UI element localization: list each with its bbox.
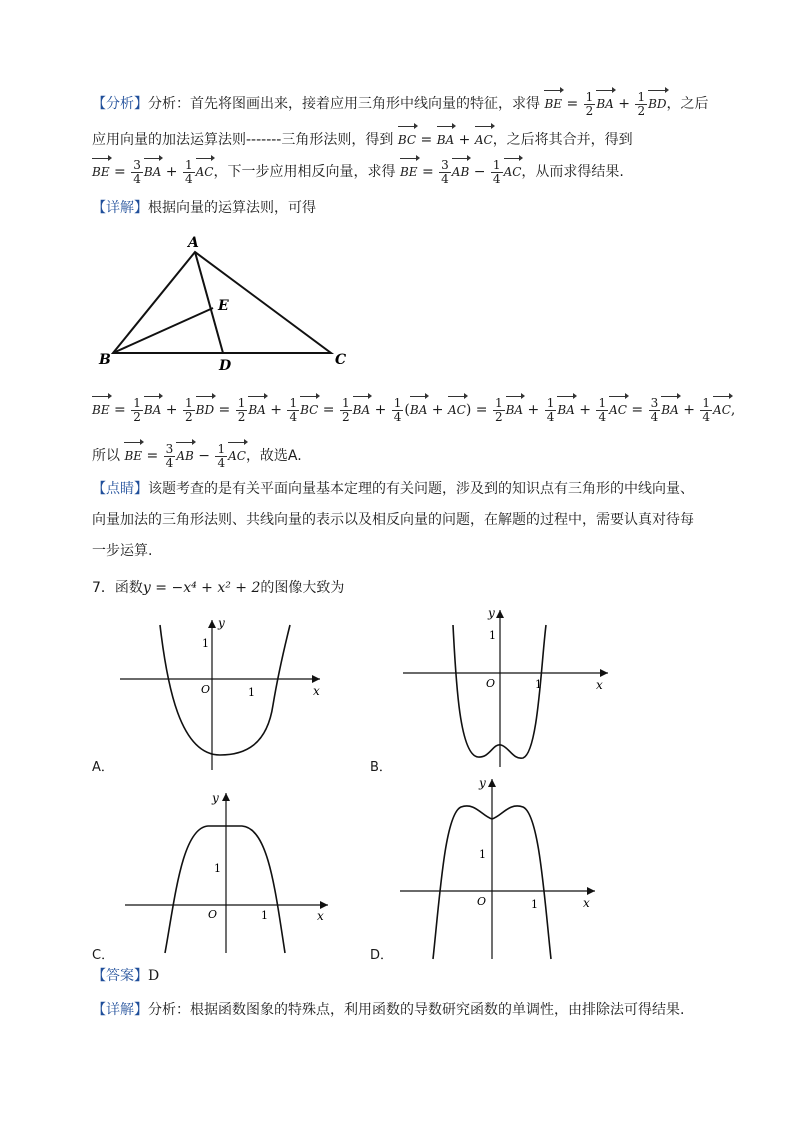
analysis-after1: ，之后 xyxy=(666,96,709,112)
vec-be: BE xyxy=(544,88,562,114)
fraction-denominator: 2 xyxy=(184,409,193,424)
fraction-numerator: 1 xyxy=(546,395,555,410)
comment-line-3: 一步运算. xyxy=(92,543,153,559)
vec-ba: BA xyxy=(557,394,574,420)
fraction-numerator: 3 xyxy=(133,157,141,172)
fraction-numerator: 1 xyxy=(494,395,503,410)
vec-ab: AB xyxy=(452,156,469,182)
fraction-denominator: 4 xyxy=(393,409,402,424)
vec-ba: BA xyxy=(248,394,265,420)
vec-ba: BA xyxy=(353,394,370,420)
axis-x-label: x xyxy=(596,678,603,692)
vec-be: BE xyxy=(92,394,110,420)
label-b: B xyxy=(99,352,111,368)
analysis-line2-text: 应用向量的加法运算法则-------三角形法则，得到 xyxy=(92,132,394,148)
fraction-numerator: 1 xyxy=(702,395,711,410)
axis-y-label: y xyxy=(479,776,486,790)
analysis-tag: 【分析】 xyxy=(92,96,148,112)
axis-y-label: y xyxy=(218,616,225,630)
fraction xyxy=(584,91,596,118)
option-b-label: B． xyxy=(370,760,392,775)
tick-x-1: 1 xyxy=(535,678,542,691)
vec-ba: BA xyxy=(410,394,427,420)
question-suffix: 的图像大致为 xyxy=(260,580,345,596)
question-number: 7． xyxy=(92,580,115,596)
vec-bd: BD xyxy=(648,88,666,114)
graph-c xyxy=(120,788,335,958)
fraction-denominator: 4 xyxy=(598,409,607,424)
fraction-denominator: 2 xyxy=(585,103,594,118)
question-formula: y = −x⁴ + x² + 2 xyxy=(142,580,261,596)
vec-ba: BA xyxy=(144,394,161,420)
answer-value: D xyxy=(148,968,160,984)
fraction xyxy=(164,443,176,470)
vec-ac: AC xyxy=(609,394,627,420)
detail-text: 根据向量的运算法则，可得 xyxy=(148,200,316,216)
fraction-denominator: 2 xyxy=(342,409,350,424)
tick-x-1: 1 xyxy=(531,898,538,911)
vec-be: BE xyxy=(124,440,142,466)
origin-label: O xyxy=(486,677,496,690)
axis-y-label: y xyxy=(488,606,495,620)
tick-y-1: 1 xyxy=(489,629,496,642)
fraction-numerator: 1 xyxy=(598,395,607,410)
fraction xyxy=(215,443,227,470)
vec-ac: AC xyxy=(713,394,731,420)
fraction-numerator: 3 xyxy=(165,441,174,456)
detail2-text: 分析：根据函数图象的特殊点，利用函数的导数研究函数的单调性，由排除法可得结果. xyxy=(148,1002,685,1018)
vec-ba: BA xyxy=(661,394,678,420)
fraction-numerator: 1 xyxy=(393,395,402,410)
label-c: C xyxy=(335,352,347,368)
comment-tag: 【点睛】 xyxy=(92,481,148,497)
comment-line-1 xyxy=(92,479,694,499)
fraction-denominator: 4 xyxy=(133,171,141,186)
fraction xyxy=(700,397,712,424)
detail2-tag: 【详解】 xyxy=(92,1002,148,1018)
fraction-denominator: 2 xyxy=(637,103,646,118)
vec-ba: BA xyxy=(506,394,523,420)
axis-x-label: x xyxy=(317,909,324,923)
fraction-numerator: 1 xyxy=(585,89,594,104)
origin-label: O xyxy=(477,895,487,908)
analysis-line-3: BE = $\frac{3}{4}$ BA + $\frac{1}{4}$ AC，下一步应用相反向量，求得 BE = $\frac{3}{4}$ AB − $\frac{1}{4}$ AC，从而求得结果. xyxy=(92,157,624,186)
fraction xyxy=(649,397,661,424)
vec-bc: BC xyxy=(300,394,318,420)
tick-x-1: 1 xyxy=(248,686,255,699)
origin-label: O xyxy=(201,683,211,696)
vec-bc: BC xyxy=(398,124,416,150)
fraction-denominator: 4 xyxy=(702,409,711,424)
fraction-numerator: 3 xyxy=(441,157,449,172)
fraction-numerator: 1 xyxy=(184,395,193,410)
vec-bd: BD xyxy=(196,394,214,420)
fraction-denominator: 4 xyxy=(217,455,226,470)
axis-y-label: y xyxy=(212,791,219,805)
fraction xyxy=(491,159,503,186)
analysis-line3-mid: ，下一步应用相反向量，求得 xyxy=(213,164,396,180)
fraction-numerator: 1 xyxy=(492,157,501,172)
tick-y-1: 1 xyxy=(479,848,486,861)
fraction-denominator: 4 xyxy=(165,455,174,470)
fraction xyxy=(493,397,505,424)
vec-ba: BA xyxy=(144,156,161,182)
fraction-numerator: 1 xyxy=(184,157,193,172)
vec-be: BE xyxy=(92,156,110,182)
graph-a xyxy=(115,615,330,775)
fraction-denominator: 2 xyxy=(133,409,141,424)
tick-y-1: 1 xyxy=(214,862,221,875)
detail-line xyxy=(92,198,316,218)
fraction xyxy=(439,159,451,186)
option-a-label: A． xyxy=(92,760,114,775)
fraction xyxy=(183,397,195,424)
detail2-line xyxy=(92,1000,684,1020)
graph-b xyxy=(398,605,613,770)
fraction xyxy=(183,159,195,186)
fraction-denominator: 4 xyxy=(441,171,449,186)
answer-line xyxy=(92,966,159,986)
conclusion-prefix: 所以 xyxy=(92,448,120,464)
fraction xyxy=(596,397,608,424)
analysis-line3-end: ，从而求得结果. xyxy=(521,164,624,180)
label-e: E xyxy=(218,298,229,314)
equation-line: BE = $\frac{1}{2}$ BA + $\frac{1}{2}$ BD = $\frac{1}{2}$ BA + $\frac{1}{4}$ BC = $\frac{1}{2}$ BA + $\frac{1}{4}$ (BA + AC) = $\frac{1}{2}$ BA + $\frac{1}{4}$ BA + $\frac{1}{4}$ AC = $\frac{3}{4}$ BA + $\frac{1}{4}$ AC, xyxy=(92,395,736,424)
vec-ba: BA xyxy=(437,124,454,150)
analysis-line2-end: ，之后将其合并，得到 xyxy=(492,132,633,148)
vec-ac: AC xyxy=(196,156,214,182)
option-c-label: C． xyxy=(92,948,115,963)
fraction xyxy=(131,159,143,186)
vec-ab: AB xyxy=(176,440,193,466)
analysis-intro: 分析：首先将图画出来，接着应用三角形中线向量的特征，求得 xyxy=(148,96,540,112)
fraction-numerator: 1 xyxy=(237,395,246,410)
fraction-denominator: 2 xyxy=(237,409,246,424)
origin-label: O xyxy=(208,908,218,921)
fraction xyxy=(236,397,248,424)
fraction-numerator: 1 xyxy=(637,89,646,104)
triangle-diagram xyxy=(95,232,355,377)
fraction-numerator: 1 xyxy=(133,395,141,410)
fraction-denominator: 4 xyxy=(289,409,298,424)
vec-ac: AC xyxy=(504,156,522,182)
tick-y-1: 1 xyxy=(202,637,209,650)
vec-ba: BA xyxy=(596,88,613,114)
axis-x-label: x xyxy=(583,896,590,910)
comment-line-2: 向量加法的三角形法则、共线向量的表示以及相反向量的问题，在解题的过程中，需要认真对待每 xyxy=(92,512,694,528)
question-7 xyxy=(92,578,344,598)
question-prefix: 函数 xyxy=(114,580,143,596)
fraction-denominator: 2 xyxy=(494,409,503,424)
option-d-label: D． xyxy=(370,948,394,963)
axis-x-label: x xyxy=(313,684,320,698)
vec-ac: AC xyxy=(448,394,466,420)
fraction xyxy=(340,397,352,424)
label-d: D xyxy=(219,358,232,374)
fraction-denominator: 4 xyxy=(184,171,193,186)
fraction-denominator: 4 xyxy=(650,409,659,424)
label-a: A xyxy=(188,235,199,251)
fraction-numerator: 1 xyxy=(289,395,298,410)
vec-ac: AC xyxy=(475,124,493,150)
conclusion-suffix: ，故选A. xyxy=(245,448,302,464)
fraction-denominator: 4 xyxy=(492,171,501,186)
fraction-numerator: 1 xyxy=(217,441,226,456)
analysis-line-2: 应用向量的加法运算法则-------三角形法则，得到 BC = BA + AC，之后将其合并，得到 xyxy=(92,124,633,150)
fraction-denominator: 4 xyxy=(546,409,555,424)
detail-tag: 【详解】 xyxy=(92,200,148,216)
comment-line1-text: 该题考查的是有关平面向量基本定理的有关问题，涉及到的知识点有三角形的中线向量、 xyxy=(148,481,694,497)
answer-tag: 【答案】 xyxy=(92,968,148,984)
fraction xyxy=(131,397,143,424)
fraction xyxy=(635,91,647,118)
fraction xyxy=(392,397,404,424)
fraction xyxy=(287,397,299,424)
graph-d xyxy=(395,774,610,964)
vec-ac: AC xyxy=(228,440,246,466)
conclusion-line: 所以 BE = $\frac{3}{4}$ AB − $\frac{1}{4}$ AC，故选A. xyxy=(92,441,302,470)
fraction-numerator: 1 xyxy=(342,395,350,410)
tick-x-1: 1 xyxy=(261,909,268,922)
vec-be: BE xyxy=(400,156,418,182)
fraction xyxy=(545,397,557,424)
fraction-numerator: 3 xyxy=(650,395,659,410)
analysis-line-1: 【分析】分析：首先将图画出来，接着应用三角形中线向量的特征，求得 BE = $\frac{1}{2}$ BA + $\frac{1}{2}$ BD，之后 xyxy=(92,89,709,118)
